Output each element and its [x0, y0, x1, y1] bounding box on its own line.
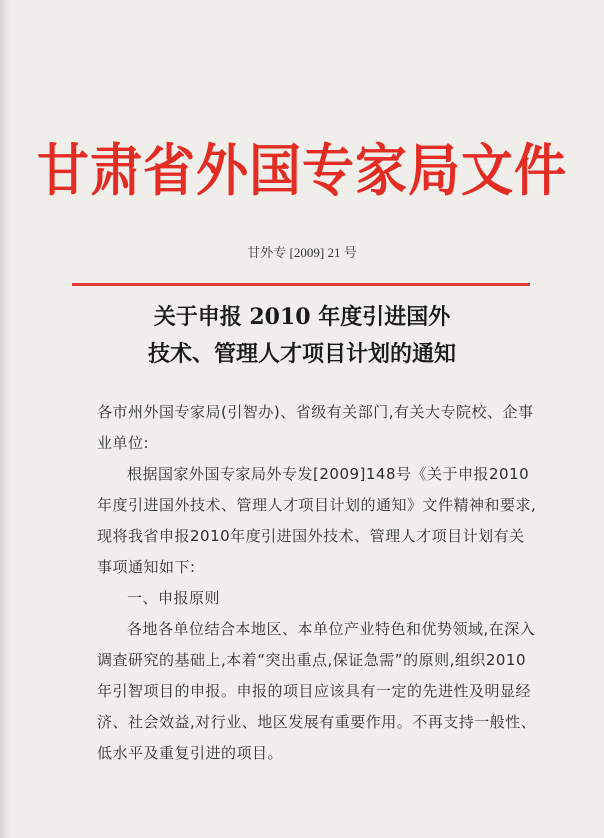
agency-header: 甘肃省外国专家局文件 — [36, 137, 567, 204]
title-line-2: 技术、管理人才项目计划的通知 — [147, 341, 456, 367]
paragraph-intro: 根据国家外国专家局外专发[2009]148号《关于申报2010年度引进国外技术、管理人才项目计划的通知》文件精神和要求,现将我省申报2010年度引进国外技术、管理人才项目计划有关事项通知如下: — [97, 465, 537, 576]
addressee: 各市州外国专家局(引智办)、省级有关部门,有关大专院校、企事业单位: — [97, 403, 534, 452]
document-number: 甘外专 [2009] 21 号 — [247, 245, 357, 260]
title-line-1: 关于申报 2010 年度引进国外 — [153, 304, 451, 330]
paragraph-principles: 各地各单位结合本地区、本单位产业特色和优势领域,在深入调查研究的基础上,本着“突出重点,保证急需”的原则,组织2010年引智项目的申报。申报的项目应该具有一定的先进性及明显经济、社会效益,对行业、地区发展有重要作用。不再支持一般性、低水平及重复引进的项目。 — [97, 620, 537, 762]
section-heading-1: 一、申报原则 — [127, 589, 221, 607]
document-body — [97, 397, 537, 769]
red-divider-line — [72, 283, 530, 286]
